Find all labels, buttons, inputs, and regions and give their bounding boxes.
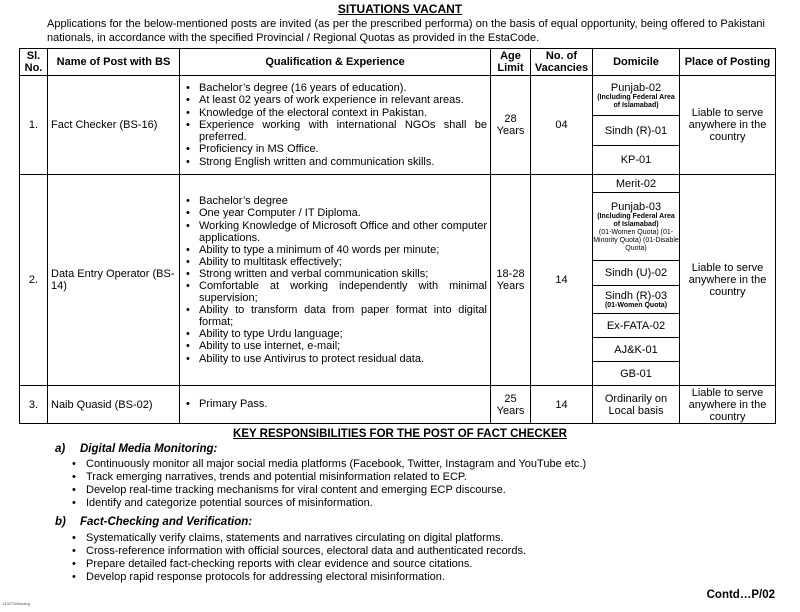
domicile-note: (Including Federal Area of Islamabad) <box>597 93 675 109</box>
header-sl-no: Sl. No. <box>20 49 48 76</box>
post-name: Naib Quasid (BS-02) <box>48 386 180 424</box>
domicile-entry <box>593 116 679 146</box>
domicile-main: Punjab-03 <box>610 200 662 213</box>
section-heading <box>55 516 252 528</box>
qualification-item: • Knowledge of the electoral context in Pakistan. <box>199 107 487 119</box>
header-vacancies: No. of Vacancies <box>531 49 593 76</box>
qualifications-cell <box>180 386 491 424</box>
domicile-entry <box>593 261 679 286</box>
table-row <box>20 386 776 424</box>
domicile-cell <box>593 175 680 386</box>
qualification-item: • Ability to transform data from paper format into digital format; <box>199 304 487 328</box>
section-heading <box>55 443 217 455</box>
qualification-item: • Strong written and verbal communication skills; <box>199 268 487 280</box>
qualification-item: • Ability to multitask effectively; <box>199 256 487 268</box>
domicile-cell: Ordinarily on Local basis <box>593 386 680 424</box>
list-item: • Develop real-time tracking mechanisms for viral content and emerging ECP discourse. <box>86 484 586 497</box>
domicile-entry <box>593 146 679 174</box>
domicile-entry <box>593 362 679 385</box>
qualification-item: • Proficiency in MS Office. <box>199 143 487 155</box>
place-of-posting: Liable to serve anywhere in the country <box>680 175 776 386</box>
domicile-entry <box>593 314 679 338</box>
domicile-main: Punjab-02 <box>610 81 662 94</box>
place-of-posting: Liable to serve anywhere in the country <box>680 76 776 175</box>
header-post-name: Name of Post with BS <box>48 49 180 76</box>
domicile-main: Ex-FATA-02 <box>606 319 666 332</box>
domicile-entry <box>593 286 679 314</box>
domicile-main: AJ&K-01 <box>614 343 658 356</box>
qualification-item: • Experience working with international NGOs shall be preferred. <box>199 119 487 143</box>
qualifications-cell <box>180 175 491 386</box>
sl-no: 2. <box>20 175 48 386</box>
domicile-main: Sindh (R)-01 <box>604 124 668 137</box>
domicile-entry <box>593 76 679 116</box>
responsibilities-title: KEY RESPONSIBILITIES FOR THE POST OF FACT CHECKER <box>233 428 567 440</box>
age-limit: 28 Years <box>491 76 531 175</box>
header-qualification: Qualification & Experience <box>180 49 491 76</box>
header-domicile: Domicile <box>593 49 680 76</box>
age-limit: 18-28 Years <box>491 175 531 386</box>
qualification-item: • At least 02 years of work experience in relevant areas. <box>199 94 487 106</box>
header-age-limit: Age Limit <box>491 49 531 76</box>
list-item: • Track emerging narratives, trends and potential misinformation related to ECP. <box>86 471 586 484</box>
domicile-note: (01-Women Quota) <box>604 301 668 309</box>
list-item: • Develop rapid response protocols for addressing electoral misinformation. <box>86 571 526 584</box>
vacancies-table <box>19 48 776 424</box>
post-name: Data Entry Operator (BS-14) <box>48 175 180 386</box>
domicile-main: Sindh (U)-02 <box>604 267 668 279</box>
domicile-cell <box>593 76 680 175</box>
sl-no: 3. <box>20 386 48 424</box>
section-label: a) <box>55 443 66 455</box>
qualification-item: • Bachelor’s degree <box>199 195 487 207</box>
vacancies: 14 <box>531 175 593 386</box>
domicile-entry <box>593 193 679 261</box>
list-item: • Prepare detailed fact-checking reports with clear evidence and source citations. <box>86 558 526 571</box>
table-header-row <box>20 49 776 76</box>
table-row <box>20 76 776 175</box>
vacancies: 04 <box>531 76 593 175</box>
domicile-entry <box>593 338 679 362</box>
list-item: • Systematically verify claims, statements and narratives circulating on digital platforms. <box>86 532 526 545</box>
sl-no: 1. <box>20 76 48 175</box>
qualification-item: • Strong English written and communication skills. <box>199 156 487 168</box>
qualification-item: • Ability to use Antivirus to protect residual data. <box>199 353 487 365</box>
domicile-main: Merit-02 <box>615 177 657 190</box>
responsibility-list <box>72 458 586 510</box>
section-title: Digital Media Monitoring: <box>80 443 218 455</box>
post-name: Fact Checker (BS-16) <box>48 76 180 175</box>
header-posting: Place of Posting <box>680 49 776 76</box>
list-item: • Cross-reference information with official sources, electoral data and authenticated records. <box>86 545 526 558</box>
responsibility-list <box>72 532 526 584</box>
qualification-item: • Working Knowledge of Microsoft Office and other computer applications. <box>199 220 487 244</box>
section-label: b) <box>55 516 66 528</box>
list-item: • Continuously monitor all major social media platforms (Facebook, Twitter, Instagram and YouTube etc.) <box>86 458 586 471</box>
qualification-item: • Comfortable at working independently with minimal supervision; <box>199 280 487 304</box>
domicile-note: (Including Federal Area of Islamabad) <box>597 212 675 228</box>
vacancies: 14 <box>531 386 593 424</box>
qualification-item: • Ability to type Urdu language; <box>199 328 487 340</box>
section-title: Fact-Checking and Verification: <box>80 516 253 528</box>
qualifications-cell <box>180 76 491 175</box>
page-title: SITUATIONS VACANT <box>337 2 463 16</box>
place-of-posting: Liable to serve anywhere in the country <box>680 386 776 424</box>
continued-note: Contd…P/02 <box>706 589 775 601</box>
print-code: 14327/Wedding <box>2 601 30 606</box>
domicile-main: KP-01 <box>620 154 652 166</box>
domicile-entry <box>593 175 679 193</box>
intro-paragraph: Applications for the below-mentioned posts are invited (as per the prescribed performa) on the basis of equal opportunity, being offered to Pakistani nationals, in accordance with the specified Provincial / Regional Quotas as provided in the EstaCode. <box>47 18 765 44</box>
table-row <box>20 175 776 386</box>
qualification-item: • Ability to use internet, e-mail; <box>199 340 487 352</box>
age-limit: 25 Years <box>491 386 531 424</box>
qualification-item: • One year Computer / IT Diploma. <box>199 207 487 219</box>
domicile-main: Sindh (R)-03 <box>604 289 668 302</box>
qualification-item: • Primary Pass. <box>199 398 487 410</box>
qualification-item: • Bachelor’s degree (16 years of education). <box>199 82 487 94</box>
domicile-main: GB-01 <box>620 367 652 380</box>
list-item: • Identify and categorize potential sources of misinformation. <box>86 497 586 510</box>
qualification-item: • Ability to type a minimum of 40 words per minute; <box>199 244 487 256</box>
domicile-quota: (01-Women Quota) (01-Minority Quota) (01-Disable Quota) <box>593 228 679 252</box>
